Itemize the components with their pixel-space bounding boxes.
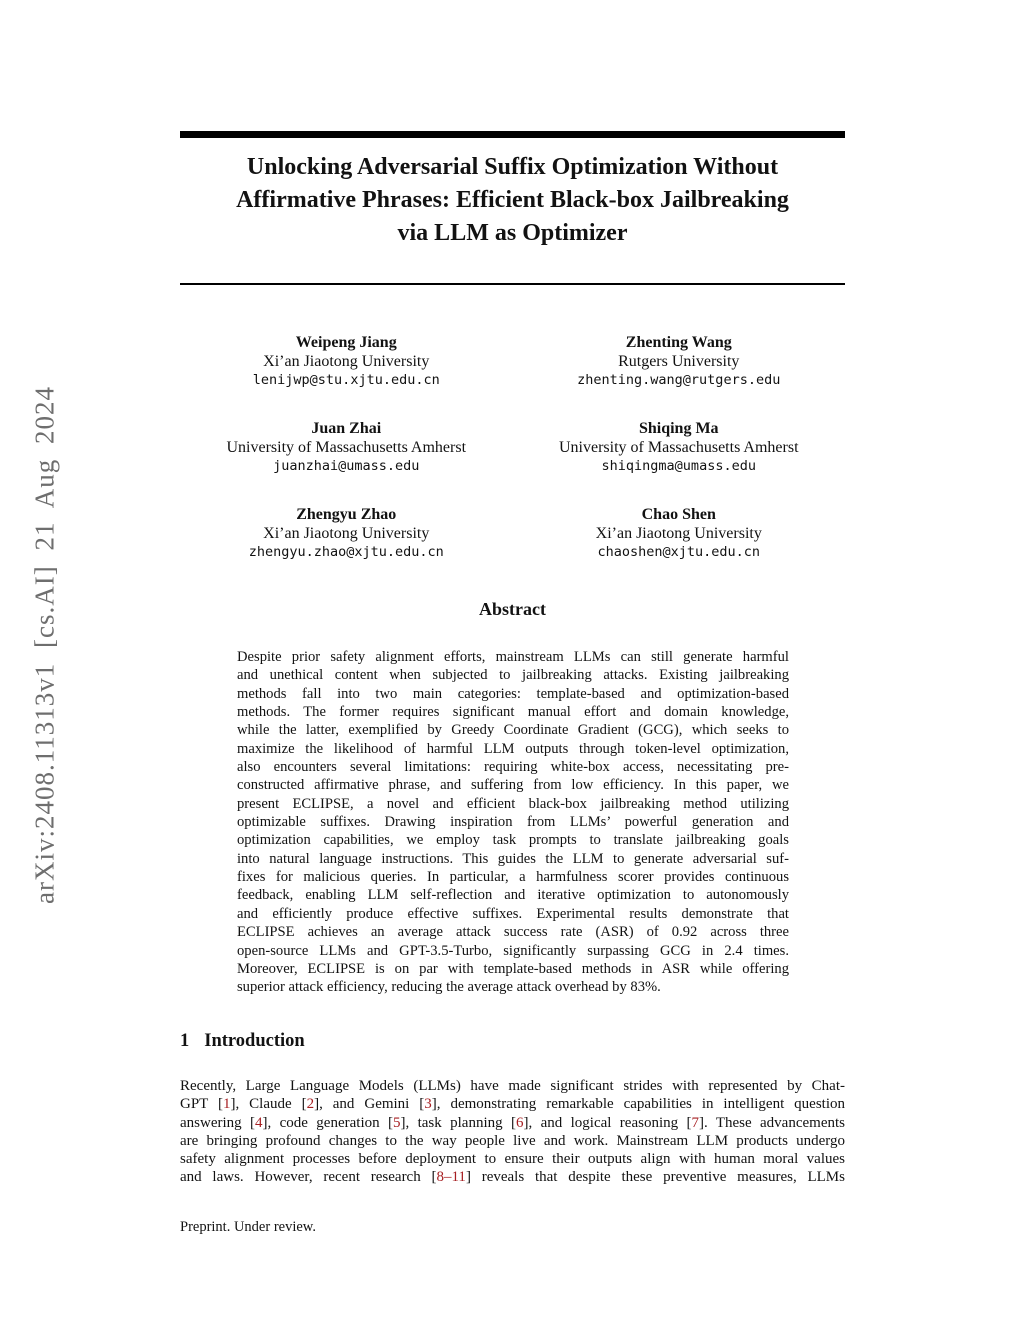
author-email: zhengyu.zhao@xjtu.edu.cn [248, 544, 444, 560]
introduction-line-4 [180, 1132, 845, 1150]
abstract-heading: Abstract [479, 599, 546, 619]
text-run: ], demonstrating remarkable capabilities in intelligent question [431, 1096, 845, 1113]
abstract-line-9: present ECLIPSE, a novel and efficient black-box jailbreaking method utilizing [237, 795, 789, 812]
author-affiliation: Xi’an Jiaotong University [595, 525, 762, 542]
abstract-line-13: fixes for malicious queries. In particular, a harmfulness scorer provides continuous [237, 869, 789, 886]
author-block-1 [180, 333, 513, 390]
citation-link[interactable]: 7 [691, 1114, 699, 1131]
author-affiliation: University of Massachusetts Amherst [226, 439, 467, 456]
author-affiliation: Rutgers University [618, 353, 740, 370]
introduction-line-2 [180, 1095, 845, 1113]
abstract-line-6: maximize the likelihood of harmful LLM outputs through token-level optimization, [237, 740, 789, 757]
abstract-line-1: Despite prior safety alignment efforts, mainstream LLMs can still generate harmful [237, 649, 789, 665]
abstract-line-17: open-source LLMs and GPT-3.5-Turbo, significantly surpassing GCG in 2.4 times. [237, 942, 789, 959]
author-name: Shiqing Ma [638, 420, 719, 437]
citation-link[interactable]: 8–11 [436, 1169, 466, 1186]
abstract-line-16: ECLIPSE achieves an average attack success rate (ASR) of 0.92 across three [237, 924, 789, 941]
introduction-line-3 [180, 1114, 845, 1132]
text-run: ], and logical reasoning [ [523, 1114, 692, 1131]
author-name: Weipeng Jiang [295, 334, 397, 351]
title-bottom-rule [180, 283, 845, 285]
abstract-text [237, 648, 789, 997]
text-run: ], and Gemini [ [314, 1096, 425, 1113]
introduction-line-6 [180, 1168, 845, 1186]
abstract-line-8: constructed affirmative phrase, and suffering from low efficiency. In this paper, we [237, 777, 789, 794]
introduction-line-5 [180, 1150, 845, 1168]
abstract-line-5: while the latter, exemplified by Greedy Coordinate Gradient (GCG), which seeks to [237, 722, 789, 739]
author-block-4 [513, 419, 846, 476]
citation-link[interactable]: 5 [392, 1114, 401, 1131]
citation-link[interactable]: 4 [255, 1114, 263, 1131]
author-block-3 [180, 419, 513, 476]
citation-link[interactable]: 2 [306, 1096, 315, 1113]
abstract-line-7: also encounters several limitations: requiring white-box access, necessitating pre- [237, 759, 789, 776]
section-title: Introduction [204, 1031, 305, 1051]
citation-link[interactable]: 3 [424, 1096, 432, 1113]
section-heading-introduction [180, 1031, 305, 1052]
abstract-line-14: feedback, enabling LLM self-reflection and iterative optimization to autonomously [237, 887, 789, 904]
abstract-line-3: methods fall into two main categories: template-based and optimization-based [237, 685, 789, 702]
abstract-line-4: methods. The former requires significant manual effort and domain knowledge, [237, 704, 789, 721]
text-run: GPT [ [180, 1096, 223, 1113]
author-email: zhenting.wang@rutgers.edu [577, 372, 781, 388]
paper-title [180, 151, 845, 250]
author-block-5 [180, 505, 513, 562]
abstract-line-2: and unethical content when subjected to jailbreaking attacks. Existing jailbreaking [237, 667, 789, 684]
introduction-text [180, 1077, 845, 1187]
author-name: Zhengyu Zhao [296, 506, 397, 523]
author-block-6 [513, 505, 846, 562]
paper-title-line-2: Affirmative Phrases: Efficient Black-box Jailbreaking [236, 187, 789, 213]
author-name: Chao Shen [641, 506, 716, 523]
author-affiliation: Xi’an Jiaotong University [263, 353, 430, 370]
text-run: answering [ [180, 1114, 256, 1131]
abstract-line-18: Moreover, ECLIPSE is on par with template-based methods in ASR while offering [237, 960, 789, 977]
author-email: chaoshen@xjtu.edu.cn [597, 544, 761, 560]
author-affiliation: Xi’an Jiaotong University [263, 525, 430, 542]
section-number: 1 [180, 1031, 190, 1051]
paper-title-line-3: via LLM as Optimizer [397, 220, 628, 246]
abstract-line-15: and efficiently produce effective suffixes. Experimental results demonstrate that [237, 905, 789, 922]
text-run: ]. These advancements [699, 1114, 845, 1131]
paper-title-line-1: Unlocking Adversarial Suffix Optimization Without [246, 154, 779, 180]
text-run: ], Claude [ [230, 1096, 307, 1113]
authors-grid [180, 333, 845, 562]
title-top-rule [180, 131, 845, 138]
author-email: shiqingma@umass.edu [601, 458, 756, 474]
text-run: safety alignment processes before deployment to ensure their outputs align with human moral values [180, 1151, 845, 1168]
citation-link[interactable]: 6 [515, 1114, 524, 1131]
author-block-2 [513, 333, 846, 390]
author-name: Zhenting Wang [625, 334, 732, 351]
author-name: Juan Zhai [311, 420, 382, 437]
abstract-line-11: optimization capabilities, we employ task prompts to translate jailbreaking goals [237, 832, 789, 849]
text-run: ] reveals that despite these preventive measures, LLMs [465, 1169, 845, 1186]
text-run: are bringing profound changes to the way people live and work. Mainstream LLM products undergo [180, 1132, 845, 1149]
abstract-line-10: optimizable suffixes. Drawing inspiration from LLMs’ powerful generation and [237, 814, 789, 831]
text-run: ], task planning [ [400, 1114, 516, 1131]
text-run: and laws. However, recent research [ [180, 1169, 437, 1186]
abstract-line-19: superior attack efficiency, reducing the average attack overhead by 83%. [237, 979, 661, 996]
text-run: ], code generation [ [262, 1114, 393, 1131]
footer-note: Preprint. Under review. [180, 1219, 316, 1235]
citation-link[interactable]: 1 [223, 1096, 231, 1113]
author-affiliation: University of Massachusetts Amherst [558, 439, 799, 456]
text-run: Recently, Large Language Models (LLMs) have made significant strides with represented by Chat- [180, 1078, 845, 1094]
arxiv-watermark: arXiv:2408.11313v1 [cs.AI] 21 Aug 2024 [29, 386, 60, 904]
author-email: lenijwp@stu.xjtu.edu.cn [252, 372, 440, 388]
abstract-line-12: into natural language instructions. This guides the LLM to generate adversarial suf- [237, 850, 789, 867]
author-email: juanzhai@umass.edu [273, 458, 420, 474]
introduction-line-1 [180, 1077, 845, 1095]
